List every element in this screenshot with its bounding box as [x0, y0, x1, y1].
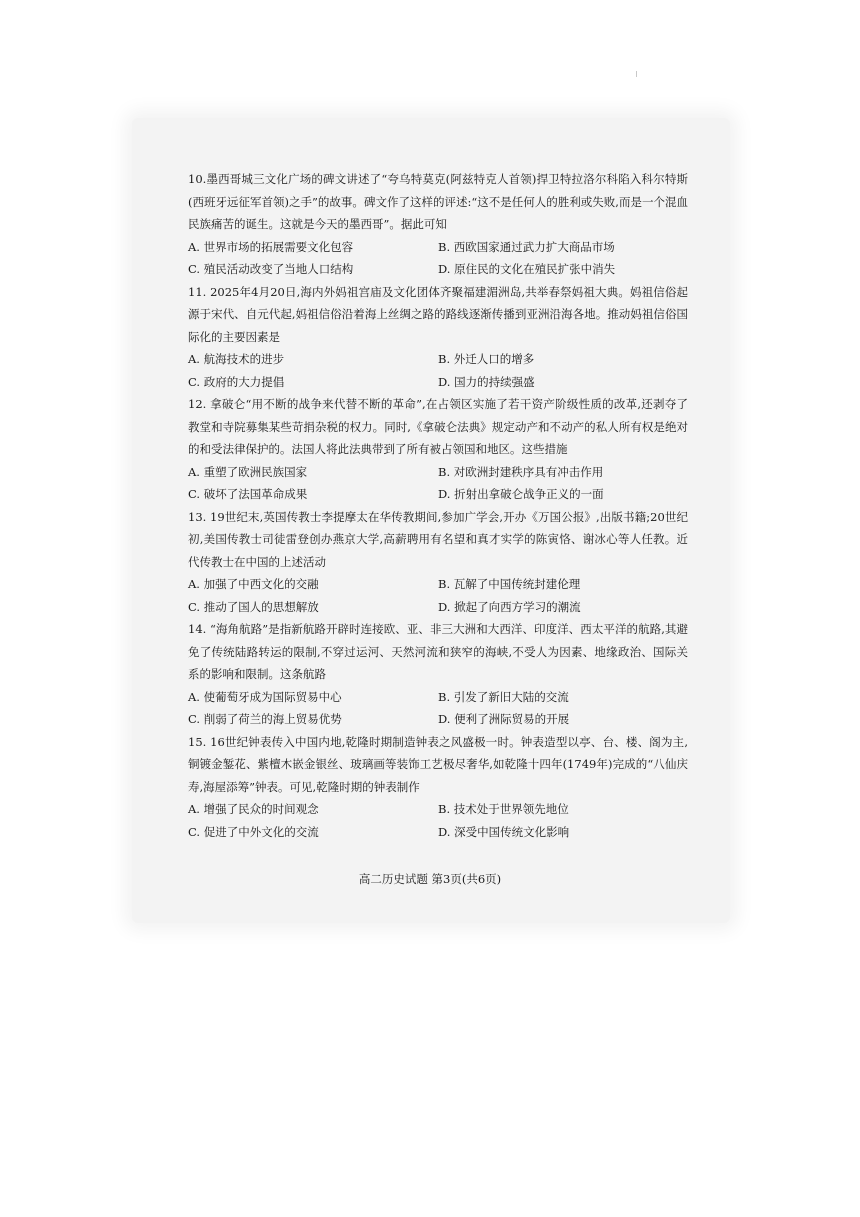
- option-a[interactable]: A. 世界市场的拓展需要文化包容: [188, 239, 354, 254]
- option-d[interactable]: D. 深受中国传统文化影响: [438, 824, 570, 839]
- question-11: [188, 281, 688, 394]
- option-d[interactable]: D. 便利了洲际贸易的开展: [438, 712, 570, 726]
- page-footer: 高二历史试题 第3页(共6页): [358, 872, 502, 886]
- option-list: [188, 236, 688, 281]
- option-b[interactable]: B. 技术处于世界领先地位: [438, 802, 569, 816]
- option-a[interactable]: A. 使葡萄牙成为国际贸易中心: [188, 689, 342, 704]
- option-a[interactable]: A. 航海技术的进步: [188, 352, 285, 366]
- question-stem: 12. 拿破仑“用不断的战争来代替不断的革命”,在占领区实施了若干资产阶级性质的改革,还剥夺了教堂和寺院募集某些苛捐杂税的权力。同时,《拿破仑法典》规定动产和不动产的私人所有权是绝对的和受法律保护的。法国人将此法典带到了所有被占领国和地区。这些措施: [188, 397, 688, 456]
- option-b[interactable]: B. 外迁人口的增多: [438, 352, 535, 366]
- option-d[interactable]: D. 原住民的文化在殖民扩张中消失: [438, 262, 616, 276]
- question-15: [188, 731, 688, 844]
- option-c[interactable]: C. 破坏了法国革命成果: [188, 487, 308, 501]
- option-a[interactable]: A. 增强了民众的时间观念: [188, 802, 319, 816]
- option-a[interactable]: A. 重塑了欧洲民族国家: [188, 464, 308, 479]
- option-c[interactable]: C. 殖民活动改变了当地人口结构: [188, 262, 354, 276]
- question-stem: 15. 16世纪钟表传入中国内地,乾隆时期制造钟表之风盛极一时。钟表造型以亭、台、楼、阁为主,铜镀金錾花、紫檀木嵌金银丝、玻璃画等装饰工艺极尽奢华,如乾隆十四年(1749年)完成的“八仙庆寿,海屋添筹”钟表。可见,乾隆时期的钟表制作: [188, 734, 688, 794]
- option-list: [188, 348, 688, 393]
- option-list: [188, 573, 688, 618]
- question-stem: 13. 19世纪末,英国传教士李提摩太在华传教期间,参加广学会,开办《万国公报》,出版书籍;20世纪初,美国传教士司徒雷登创办燕京大学,高薪聘用有名望和真才实学的陈寅恪、谢冰心等人任教。近代传教士在中国的上述活动: [188, 509, 688, 569]
- question-list: [188, 168, 688, 843]
- option-b[interactable]: B. 对欧洲封建秩序具有冲击作用: [438, 464, 604, 479]
- question-10: [188, 168, 688, 281]
- option-list: [188, 686, 688, 731]
- option-d[interactable]: D. 国力的持续强盛: [438, 374, 535, 389]
- option-b[interactable]: B. 瓦解了中国传统封建伦理: [438, 577, 581, 591]
- option-list: [188, 461, 688, 506]
- question-12: [188, 393, 688, 506]
- question-stem: 11. 2025年4月20日,海内外妈祖宫庙及文化团体齐聚福建湄洲岛,共举春祭妈祖大典。妈祖信俗起源于宋代、自元代起,妈祖信俗沿着海上丝绸之路的路线逐渐传播到亚洲沿海各地。推动妈祖信俗国际化的主要因素是: [188, 284, 688, 344]
- option-b[interactable]: B. 引发了新旧大陆的交流: [438, 689, 569, 704]
- option-d[interactable]: D. 掀起了向西方学习的潮流: [438, 599, 581, 614]
- option-list: [188, 798, 688, 843]
- option-c[interactable]: C. 政府的大力提倡: [188, 374, 285, 389]
- question-stem: 14. “海角航路”是指新航路开辟时连接欧、亚、非三大洲和大西洋、印度洋、西太平洋的航路,其避免了传统陆路转运的限制,不穿过运河、天然河流和狭窄的海峡,不受人为因素、地缘政治、国际关系的影响和限制。这条航路: [188, 622, 688, 681]
- option-d[interactable]: D. 折射出拿破仑战争正义的一面: [438, 487, 604, 501]
- question-13: [188, 506, 688, 619]
- option-c[interactable]: C. 促进了中外文化的交流: [188, 824, 319, 839]
- question-14: [188, 618, 688, 731]
- option-a[interactable]: A. 加强了中西文化的交融: [188, 577, 319, 591]
- option-b[interactable]: B. 西欧国家通过武力扩大商品市场: [438, 239, 615, 254]
- option-c[interactable]: C. 削弱了荷兰的海上贸易优势: [188, 712, 342, 726]
- option-c[interactable]: C. 推动了国人的思想解放: [188, 599, 319, 614]
- question-stem: 10.墨西哥城三文化广场的碑文讲述了“夸乌特莫克(阿兹特克人首领)捍卫特拉洛尔科陷入科尔特斯(西班牙远征军首领)之手”的故事。碑文作了这样的评述:“这不是任何人的胜利或失败,而是一个混血民族痛苦的诞生。这就是今天的墨西哥”。据此可知: [188, 172, 688, 231]
- scan-mark: [636, 71, 637, 77]
